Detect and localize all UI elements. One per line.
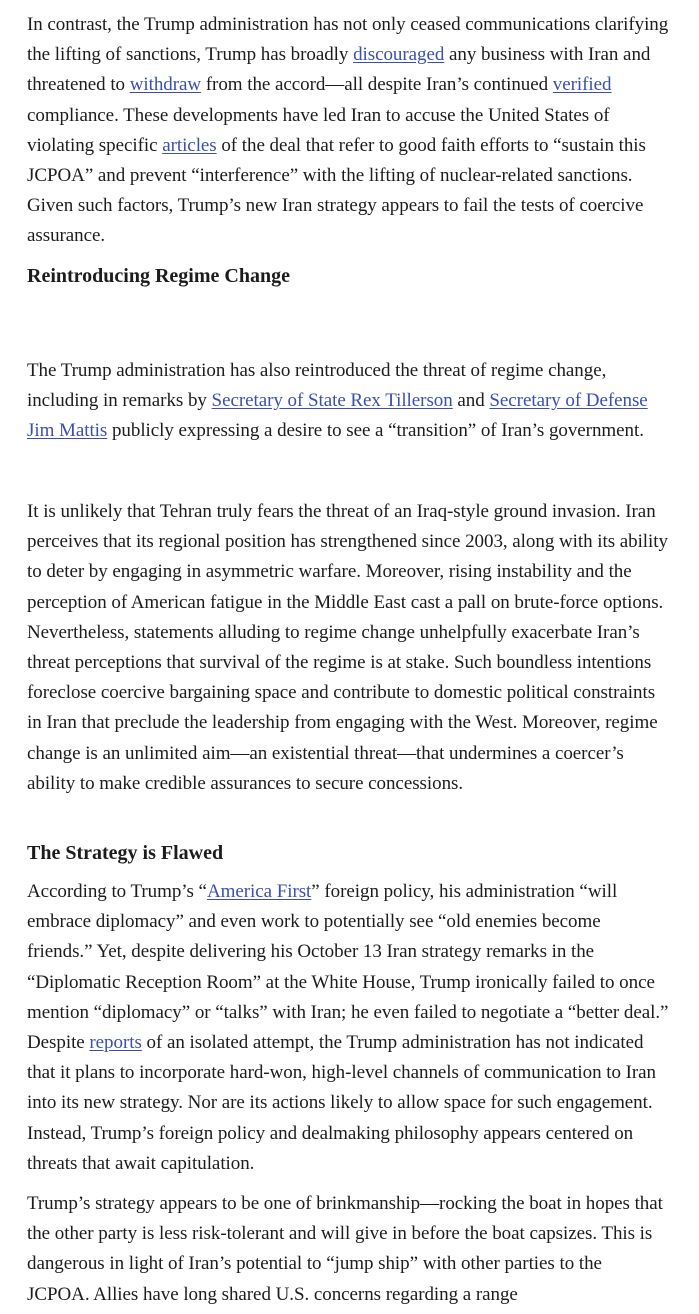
text: ” foreign policy, his administration “will embrace diplomacy” and even work to potentially see “old enemies become friends.” Yet, despite delivering his October 13 Iran strategy remarks in the “Diplomatic Reception Room” at the White House, Trump ironically failed to once mention “diplomacy” or “talks” with Iran; he even failed to negotiate a “better deal.” Despite [27, 881, 669, 1054]
link-articles[interactable]: articles [162, 134, 217, 156]
paragraph-america-first [27, 877, 669, 1179]
link-verified[interactable]: verified [552, 74, 612, 96]
text: any business with Iran and threatened to [27, 44, 651, 96]
text: from the accord—all despite Iran’s continued [201, 74, 553, 96]
paragraph-coercive-assurance [27, 10, 669, 252]
link-mattis[interactable]: Secretary of Defense Jim Mattis [27, 390, 648, 442]
section-heading-regime-change: Reintroducing Regime Change [27, 265, 290, 287]
section-heading-strategy-flawed: The Strategy is Flawed [27, 842, 224, 864]
text: In contrast, the Trump administration has not only ceased communications clarifying the lifting of sanctions, Trump has broadly [27, 14, 669, 66]
text: The Trump administration has also reintroduced the threat of regime change, including in remarks by [27, 360, 607, 412]
text: of the deal that refer to good faith efforts to “sustain this JCPOA” and prevent “interference” with the lifting of nuclear-related sanctions. Given such factors, Trump’s new Iran strategy appears to fail the tests of coercive assurance. [27, 134, 646, 247]
paragraph-ground-invasion: It is unlikely that Tehran truly fears the threat of an Iraq-style ground invasion. Iran perceives that its regional position has strengthened since 2003, along with its ability to deter by engaging in asymmetric warfare. Moreover, rising instability and the perception of American fatigue in the Middle East cast a pall on brute-force options. Nevertheless, statements alluding to regime change unhelpfully exacerbate Iran’s threat perceptions that survival of the regime is at stake. Such boundless intentions foreclose coercive bargaining space and contribute to domestic political constraints in Iran that preclude the leadership from engaging with the West. Moreover, regime change is an unlimited aim—an existential threat—that undermines a coercer’s ability to make credible assurances to secure concessions. [27, 501, 668, 794]
paragraph-regime-change-threat [27, 356, 669, 447]
link-discouraged[interactable]: discouraged [353, 44, 445, 66]
link-withdraw[interactable]: withdraw [129, 74, 202, 96]
link-tillerson[interactable]: Secretary of State Rex Tillerson [211, 390, 453, 412]
link-reports[interactable]: reports [89, 1032, 142, 1054]
text: According to Trump’s “ [27, 881, 207, 902]
text: and [452, 390, 490, 412]
text: compliance. These developments have led Iran to accuse the United States of violating specific [27, 104, 610, 156]
paragraph-brinkmanship: Trump’s strategy appears to be one of brinkmanship—rocking the boat in hopes that the other party is less risk-tolerant and will give in before the boat capsizes. This is dangerous in light of Iran’s potential to “jump ship” with other parties to the JCPOA. Allies have long shared U.S. concerns regarding a range [27, 1193, 663, 1305]
link-america-first[interactable]: America First [206, 881, 312, 902]
text: publicly expressing a desire to see a “transition” of Iran’s government. [107, 420, 644, 442]
text: of an isolated attempt, the Trump administration has not indicated that it plans to incorporate hard-won, high-level channels of communication to Iran into its new strategy. Nor are its actions likely to allow space for such engagement. Instead, Trump’s foreign policy and dealmaking philosophy appears centered on threats that await capitulation. [27, 1032, 656, 1174]
